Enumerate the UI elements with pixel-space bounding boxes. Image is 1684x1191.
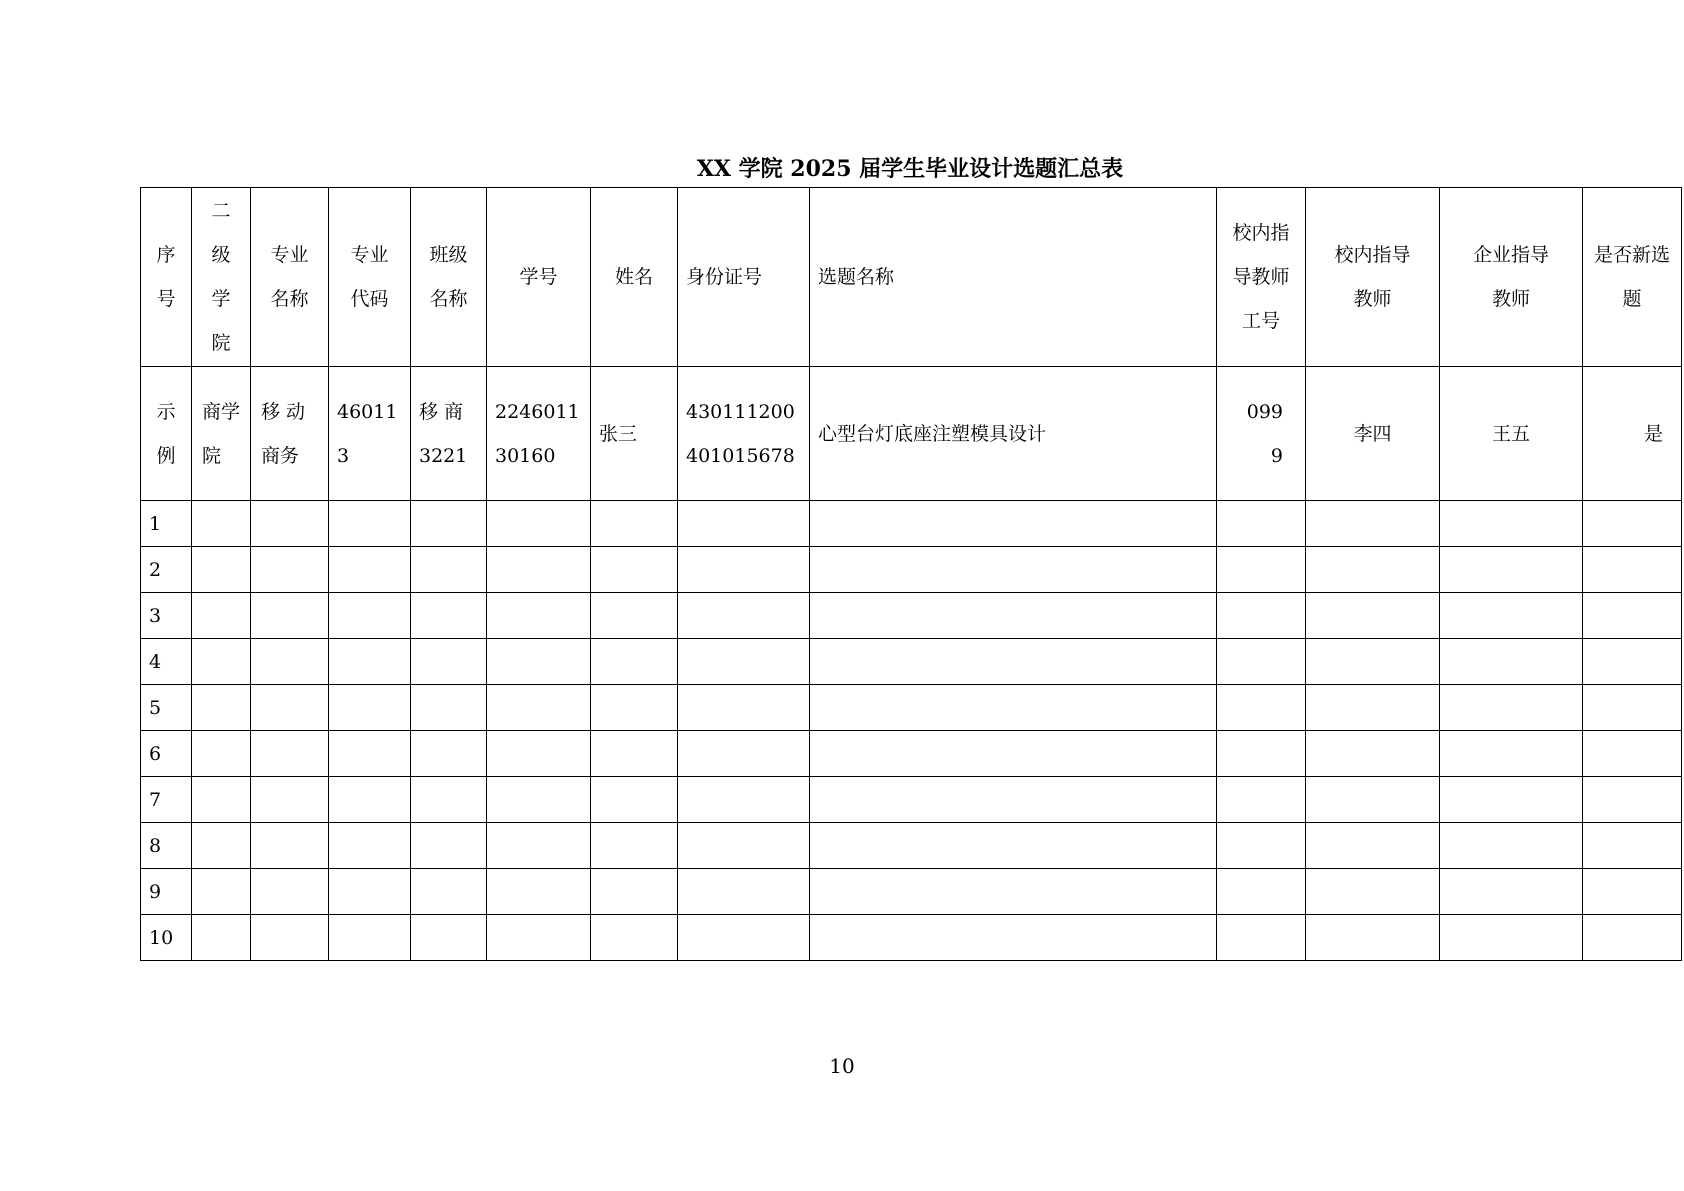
empty-cell[interactable] (810, 685, 1217, 731)
empty-cell[interactable] (411, 731, 487, 777)
header-class-name: 班级名称 (411, 188, 487, 367)
table-row (141, 639, 1682, 685)
empty-cell[interactable] (1440, 869, 1583, 915)
empty-cell[interactable] (1583, 869, 1682, 915)
row-seq: 6 (141, 731, 192, 777)
header-topic: 选题名称 (810, 188, 1217, 367)
empty-cell[interactable] (329, 685, 411, 731)
empty-cell[interactable] (678, 915, 810, 961)
example-company-teacher: 王五 (1440, 367, 1583, 501)
example-row (141, 367, 1682, 501)
empty-cell[interactable] (1583, 547, 1682, 593)
empty-cell[interactable] (192, 777, 251, 823)
empty-cell[interactable] (1440, 639, 1583, 685)
empty-cell[interactable] (192, 593, 251, 639)
empty-cell[interactable] (591, 823, 678, 869)
example-student-id: 224601130160 (487, 367, 591, 501)
example-id-card: 430111200401015678 (678, 367, 810, 501)
empty-cell[interactable] (1217, 593, 1306, 639)
empty-cell[interactable] (411, 685, 487, 731)
empty-cell[interactable] (329, 501, 411, 547)
empty-cell[interactable] (251, 869, 329, 915)
empty-cell[interactable] (1217, 731, 1306, 777)
empty-cell[interactable] (1217, 869, 1306, 915)
empty-cell[interactable] (1217, 547, 1306, 593)
empty-cell[interactable] (1583, 731, 1682, 777)
empty-cell[interactable] (1306, 777, 1440, 823)
empty-cell[interactable] (810, 639, 1217, 685)
row-seq: 5 (141, 685, 192, 731)
empty-cell[interactable] (1306, 823, 1440, 869)
empty-cell[interactable] (1440, 685, 1583, 731)
example-seq: 示例 (141, 367, 192, 501)
table-title: XX 学院 2025 届学生毕业设计选题汇总表 (696, 156, 1124, 182)
example-major-name: 移 动 商务 (251, 367, 329, 501)
empty-cell[interactable] (810, 593, 1217, 639)
empty-cell[interactable] (591, 731, 678, 777)
row-seq: 2 (141, 547, 192, 593)
empty-cell[interactable] (487, 915, 591, 961)
empty-cell[interactable] (1440, 915, 1583, 961)
empty-cell[interactable] (251, 685, 329, 731)
empty-cell[interactable] (1217, 823, 1306, 869)
empty-cell[interactable] (487, 639, 591, 685)
table-row (141, 593, 1682, 639)
empty-cell[interactable] (411, 639, 487, 685)
empty-cell[interactable] (329, 639, 411, 685)
empty-cell[interactable] (1583, 593, 1682, 639)
empty-cell[interactable] (487, 547, 591, 593)
empty-cell[interactable] (1440, 823, 1583, 869)
empty-cell[interactable] (678, 685, 810, 731)
example-major-code: 460113 (329, 367, 411, 501)
empty-cell[interactable] (1306, 501, 1440, 547)
empty-cell[interactable] (1217, 915, 1306, 961)
empty-cell[interactable] (329, 869, 411, 915)
empty-cell[interactable] (678, 731, 810, 777)
empty-cell[interactable] (192, 915, 251, 961)
empty-cell[interactable] (591, 639, 678, 685)
row-seq: 10 (141, 915, 192, 961)
empty-cell[interactable] (1583, 639, 1682, 685)
example-topic: 心型台灯底座注塑模具设计 (810, 367, 1217, 501)
empty-cell[interactable] (810, 823, 1217, 869)
empty-cell[interactable] (1440, 731, 1583, 777)
empty-cell[interactable] (1306, 869, 1440, 915)
empty-cell[interactable] (251, 823, 329, 869)
empty-cell[interactable] (487, 685, 591, 731)
table-row (141, 731, 1682, 777)
empty-cell[interactable] (192, 685, 251, 731)
empty-cell[interactable] (329, 823, 411, 869)
empty-cell[interactable] (251, 639, 329, 685)
empty-cell[interactable] (192, 823, 251, 869)
empty-cell[interactable] (411, 777, 487, 823)
empty-cell[interactable] (810, 869, 1217, 915)
table-row (141, 547, 1682, 593)
empty-cell[interactable] (591, 915, 678, 961)
empty-cell[interactable] (487, 823, 591, 869)
empty-cell[interactable] (1217, 639, 1306, 685)
empty-cell[interactable] (251, 547, 329, 593)
empty-cell[interactable] (1306, 547, 1440, 593)
empty-cell[interactable] (1440, 593, 1583, 639)
header-inner-teacher-id: 校内指导教师工号 (1217, 188, 1306, 367)
empty-cell[interactable] (411, 501, 487, 547)
empty-cell[interactable] (329, 777, 411, 823)
empty-cell[interactable] (591, 501, 678, 547)
empty-cell[interactable] (591, 869, 678, 915)
empty-cell[interactable] (678, 593, 810, 639)
row-seq: 1 (141, 501, 192, 547)
empty-cell[interactable] (411, 915, 487, 961)
empty-cell[interactable] (810, 777, 1217, 823)
empty-cell[interactable] (1583, 685, 1682, 731)
row-seq: 8 (141, 823, 192, 869)
example-college: 商学院 (192, 367, 251, 501)
empty-cell[interactable] (1306, 685, 1440, 731)
table-row (141, 501, 1682, 547)
empty-cell[interactable] (1583, 823, 1682, 869)
empty-cell[interactable] (251, 501, 329, 547)
empty-cell[interactable] (810, 501, 1217, 547)
empty-cell[interactable] (411, 869, 487, 915)
empty-cell[interactable] (411, 547, 487, 593)
empty-cell[interactable] (810, 915, 1217, 961)
empty-cell[interactable] (251, 915, 329, 961)
empty-cell[interactable] (678, 777, 810, 823)
empty-cell[interactable] (1217, 685, 1306, 731)
header-inner-teacher: 校内指导教师 (1306, 188, 1440, 367)
header-seq: 序号 (141, 188, 192, 367)
empty-cell[interactable] (251, 593, 329, 639)
empty-cell[interactable] (192, 869, 251, 915)
header-college: 二级学院 (192, 188, 251, 367)
empty-cell[interactable] (192, 731, 251, 777)
empty-cell[interactable] (411, 823, 487, 869)
empty-cell[interactable] (678, 639, 810, 685)
empty-cell[interactable] (487, 869, 591, 915)
row-seq: 4 (141, 639, 192, 685)
empty-cell[interactable] (591, 685, 678, 731)
page-number: 10 (829, 1054, 855, 1078)
empty-cell[interactable] (678, 547, 810, 593)
empty-cell[interactable] (591, 593, 678, 639)
empty-cell[interactable] (411, 593, 487, 639)
empty-cell[interactable] (329, 593, 411, 639)
header-student-id: 学号 (487, 188, 591, 367)
header-major-code: 专业代码 (329, 188, 411, 367)
table-row (141, 777, 1682, 823)
empty-cell[interactable] (251, 777, 329, 823)
header-company-teacher: 企业指导教师 (1440, 188, 1583, 367)
empty-cell[interactable] (487, 501, 591, 547)
empty-cell[interactable] (487, 593, 591, 639)
row-seq: 9 (141, 869, 192, 915)
empty-cell[interactable] (1583, 501, 1682, 547)
empty-cell[interactable] (192, 501, 251, 547)
topic-summary-table (140, 187, 1682, 961)
header-name: 姓名 (591, 188, 678, 367)
header-is-new: 是否新选题 (1583, 188, 1682, 367)
empty-cell[interactable] (810, 731, 1217, 777)
empty-cell[interactable] (591, 547, 678, 593)
empty-cell[interactable] (678, 823, 810, 869)
example-name: 张三 (591, 367, 678, 501)
empty-cell[interactable] (1583, 915, 1682, 961)
empty-cell[interactable] (251, 731, 329, 777)
empty-cell[interactable] (487, 731, 591, 777)
example-is-new: 是 (1583, 367, 1682, 501)
empty-cell[interactable] (192, 547, 251, 593)
example-inner-teacher: 李四 (1306, 367, 1440, 501)
empty-cell[interactable] (1306, 639, 1440, 685)
header-id-card: 身份证号 (678, 188, 810, 367)
header-major-name: 专业名称 (251, 188, 329, 367)
example-class-name: 移 商 3221 (411, 367, 487, 501)
empty-cell[interactable] (1440, 547, 1583, 593)
empty-cell[interactable] (1440, 501, 1583, 547)
empty-cell[interactable] (1306, 731, 1440, 777)
row-seq: 3 (141, 593, 192, 639)
empty-cell[interactable] (329, 731, 411, 777)
empty-cell[interactable] (192, 639, 251, 685)
empty-cell[interactable] (1217, 777, 1306, 823)
table-row (141, 823, 1682, 869)
empty-cell[interactable] (329, 915, 411, 961)
empty-cell[interactable] (810, 547, 1217, 593)
empty-cell[interactable] (1217, 501, 1306, 547)
header-row (141, 188, 1682, 367)
table-row (141, 685, 1682, 731)
empty-cell[interactable] (1440, 777, 1583, 823)
table-row (141, 915, 1682, 961)
empty-cell[interactable] (1583, 777, 1682, 823)
empty-cell[interactable] (1306, 593, 1440, 639)
table-row (141, 869, 1682, 915)
example-inner-teacher-id: 0999 (1217, 367, 1306, 501)
empty-cell[interactable] (487, 777, 591, 823)
row-seq: 7 (141, 777, 192, 823)
empty-cell[interactable] (1306, 915, 1440, 961)
empty-cell[interactable] (591, 777, 678, 823)
empty-cell[interactable] (678, 869, 810, 915)
empty-cell[interactable] (329, 547, 411, 593)
empty-cell[interactable] (678, 501, 810, 547)
